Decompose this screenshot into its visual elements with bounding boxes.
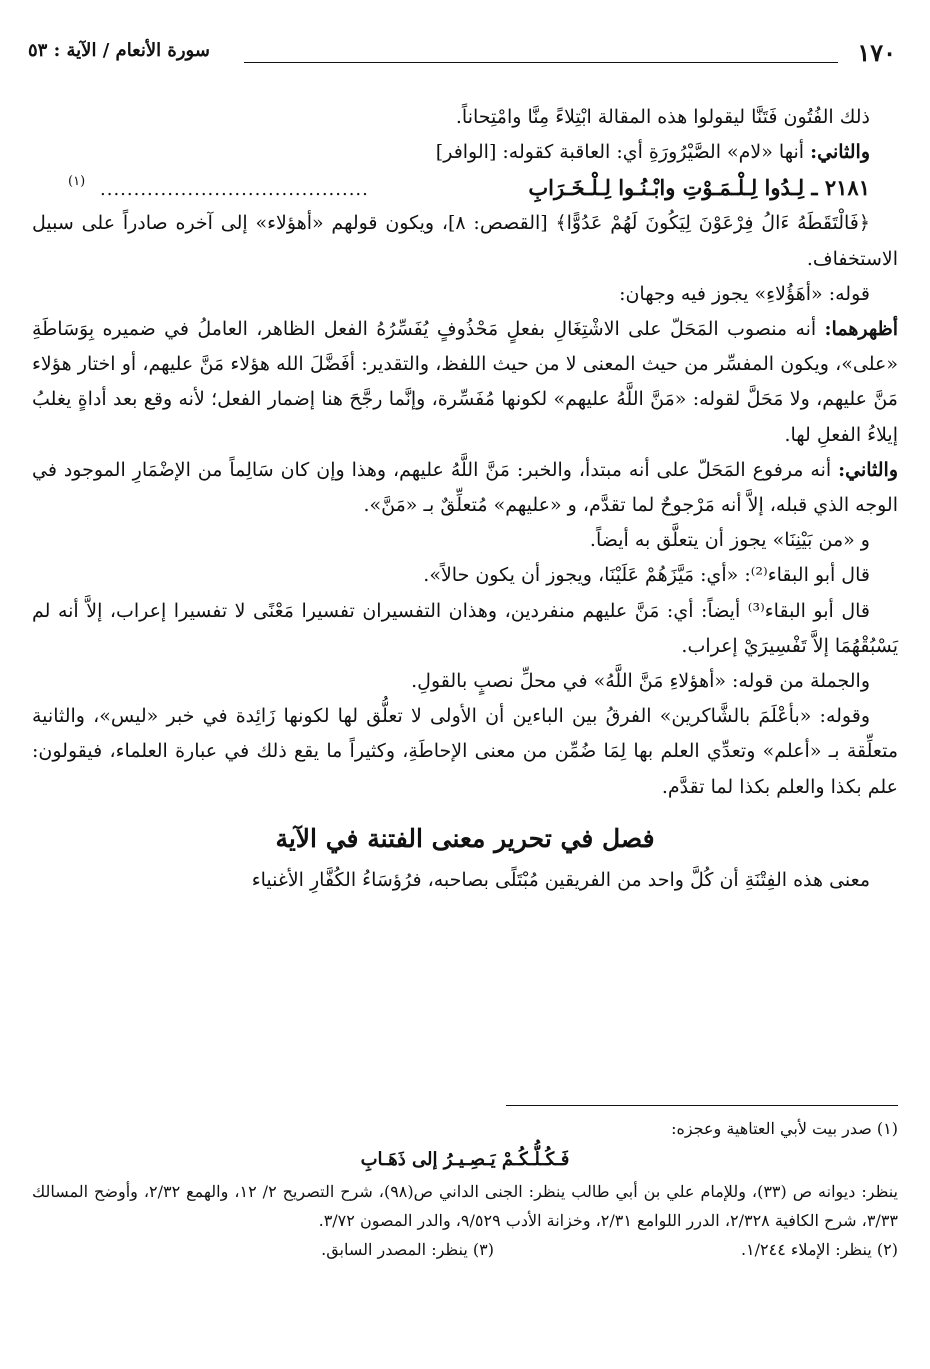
footnote-1-intro: (١) صدر بيت لأبي العتاهية وعجزه: [671,1119,898,1138]
paragraph: ذلك الفُتُون فَتَنَّا ليقولوا هذه المقالة ابْتِلاءً مِنَّا وامْتِحاناً. [455,106,870,128]
paragraph: قال أبو البقاء⁽³⁾ أيضاً: أي: مَنَّ عليهم منفردين، وهذان التفسيران تفسيرا مَعْنًى لا تفسيرا إعراب، إلاَّ أنه لم يَسْبُقْهُمَا إلاَّ تَفْسِيرَيْ إعراب. [32,599,898,657]
paragraph-lead: أظهرهما: [824,318,898,341]
footnote-marker: (١) [68,174,86,190]
footnote-1-verse: فَـكُـلُّـكُـمْ يَـصِـيـرُ إلى ذَهَـابِ [360,1149,570,1170]
paragraph-lead: والثاني: [810,141,870,164]
paragraph: و «من بَيْنِنَا» يجوز أن يتعلَّق به أيضاً. [589,529,870,552]
paragraph: ﴿فَالْتَقَطَهُ ءَالُ فِرْعَوْنَ لِيَكُونَ لَهُمْ عَدُوًّا﴾ [القصص: ٨]، ويكون قولهم «أهؤلاء» إلى آخره صادراً على سبيل الاستخفاف. [32,212,898,270]
paragraph: والثاني: أنها «لام» الصَّيْرُورَةِ أي: العاقبة كقوله: [الوافر] [435,141,870,164]
main-text [32,100,898,898]
paragraph: أظهرهما: أنه منصوب المَحَلّ على الاشْتِغَالِ بفعلٍ مَحْذُوفٍ يُفَسِّرُهُ الفعل الظاهر، العاملُ في ضميره بِوَسَاطَةِ «على»، ويكون المفسِّر من حيث المعنى لا من حيث اللفظ، والتقدير: أفَضَّلَ الله هؤلاء مَنَّ عليهم، أو اختار هؤلاء مَنَّ عليهم، ولا مَحَلَّ لقوله: «مَنَّ اللَّهُ عليهم» لكونها مُفَسِّرة، وإنَّما رجَّحَ هنا إضمار الفعل؛ لأنه وقع بعد أداةٍ يغلبُ إيلاءُ الفعلِ لها. [32,318,898,446]
verse-text: ٢١٨١ ـ لِـدُوا لِـلْـمَـوْتِ وابْـنُـوا لِـلْـخَـرَابِ [528,175,870,201]
paragraph: والثاني: أنه مرفوع المَحَلّ على أنه مبتدأ، والخبر: مَنَّ اللَّهُ عليهم، وهذا وإن كان سَالِماً من الإضْمَارِ الموجود في الوجه الذي قبله، إلاَّ أنه مَرْجوحٌ لما تقدَّم، و «عليهم» مُتعلِّقٌ بـ «مَنَّ». [32,458,898,517]
paragraph: قال أبو البقاء⁽²⁾: «أي: مَيَّزَهُمْ عَلَيْنَا، ويجوز أن يكون حالاً». [423,564,870,587]
poetry-verse [32,170,898,206]
verse-dots: ........................................ [100,179,369,201]
page-number: ١٧٠ [857,38,896,67]
footnote-1-references: ينظر: ديوانه ص (٣٣)، وللإمام علي بن أبي طالب ينظر: الجنى الداني ص(٩٨)، شرح التصريح ٢/ ١٢، والهمع ٢/٣٢، وأوضح المسالك ٣/٣٣، شرح الكافية ٢/٣٢٨، الدرر اللوامع ٢/٣١، وخزانة الأدب ٩/٥٢٩، والدر المصون ٣/٧٢. [32,1182,898,1230]
paragraph: والجملة من قوله: «أهؤلاءِ مَنَّ اللَّهُ» في محلِّ نصبٍ بالقولِ. [411,670,870,693]
footnotes [32,1114,898,1264]
section-heading: فصل في تحرير معنى الفتنة في الآية [275,823,655,853]
footnote-3: (٣) ينظر: المصدر السابق. [321,1240,494,1259]
footnote-rule [506,1105,898,1106]
paragraph: قوله: «أهَؤُلاءِ» يجوز فيه وجهان: [619,282,870,305]
footnote-2: (٢) ينظر: الإملاء ١/٢٤٤. [740,1240,898,1259]
running-header [28,38,896,72]
sura-reference: سورة الأنعام / الآية : ٥٣ [28,40,210,61]
paragraph: وقوله: «بأعْلَمَ بالشَّاكرين» الفرقُ بين الباءين أن الأولى لا تعلُّق لها لكونها زَائِدة في خبر «ليس»، والثانية متعلِّقة بـ «أعلم» وتعدِّي العلم بها لِمَا ضُمِّن من معنى الإحاطَةِ، وكثيراً ما يقع ذلك في عبارة العلماء، فيقولون: علم بكذا والعلم بكذا لما تقدَّم. [32,705,898,798]
footnote-row [32,1235,898,1264]
paragraph: معنى هذه الفِتْنَةِ أن كُلَّ واحد من الفريقين مُبْتَلًى بصاحبه، فرُؤسَاءُ الكُفَّارِ الأغنياء [251,868,870,891]
paragraph-lead: والثاني: [838,458,898,481]
